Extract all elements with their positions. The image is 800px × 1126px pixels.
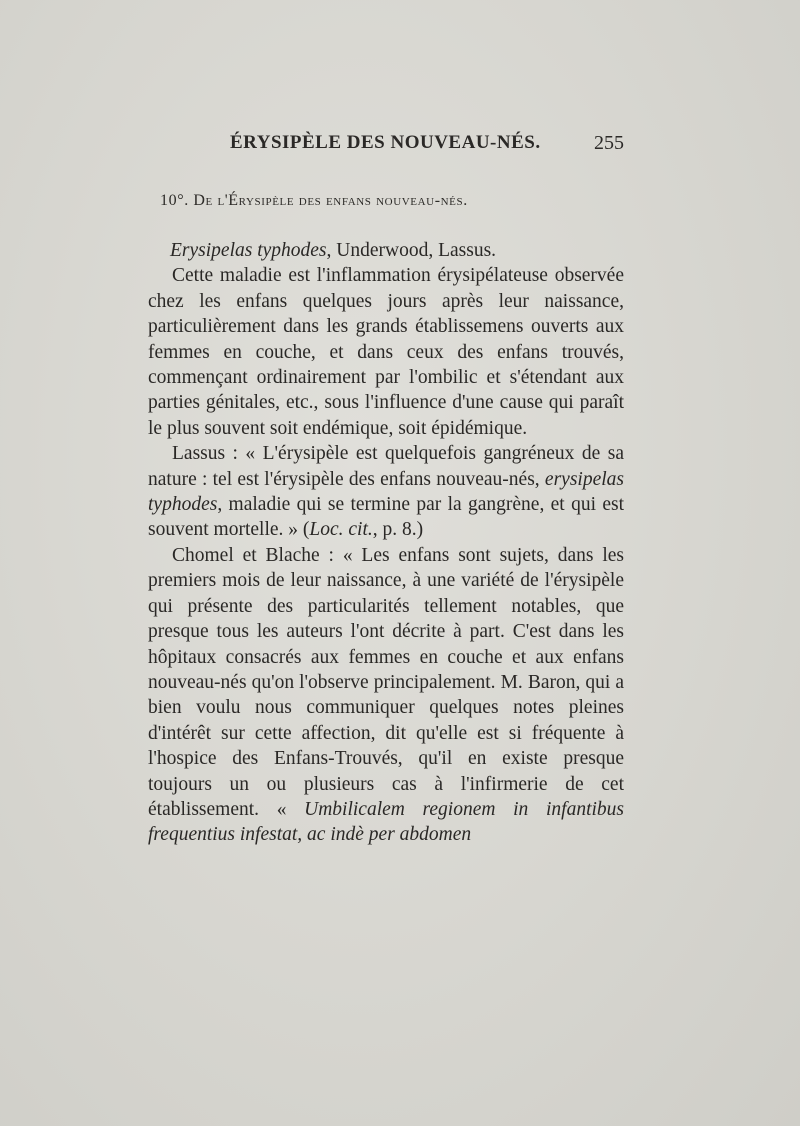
italic-text: Loc. cit. — [309, 519, 373, 541]
text-run: Chomel et Blache : « Les enfans sont sujets, dans les premiers mois de leur naissance, à une variété de l'érysipèle qui présente des particularités tellement notables, que presque tous les auteurs l'ont décrite à part. C'est dans les hôpitaux consacrés aux femmes en couche et aux enfans nouveau-nés qu'on l'observe principalement. M. Baron, qui a bien voulu nous communiquer quelques notes pleines d'intérêt sur cette affection, dit qu'elle est si fréquente à l'hospice des Enfans-Trouvés, qu'il en existe presque toujours un ou plusieurs cas à l'infirmerie de cet établissement. « — [148, 544, 624, 820]
page-header — [148, 128, 624, 158]
body-text — [148, 238, 624, 848]
text-run: , maladie qui se termine par la gangrène, et qui est souvent mortelle. » ( — [148, 494, 624, 541]
section-heading: 10°. De l'Érysipèle des enfans nouveau-nés. — [160, 192, 468, 209]
text-run: Lassus : « L'érysipèle est quelquefois gangréneux de sa nature : tel est l'érysipèle des enfans nouveau-nés, — [148, 443, 624, 490]
paragraph — [148, 263, 624, 441]
italic-text: erysipelas typhodes — [148, 468, 624, 516]
paragraph — [148, 543, 624, 848]
paragraph — [148, 238, 624, 263]
italic-text: Erysipelas typhodes — [170, 240, 327, 261]
running-title: ÉRYSIPÈLE DES NOUVEAU-NÉS. — [230, 132, 541, 153]
text-run: , p. 8.) — [372, 519, 424, 541]
paragraph — [148, 441, 624, 543]
page-number: 255 — [594, 132, 624, 154]
text-run: , Underwood, Lassus. — [326, 240, 497, 261]
italic-text: Umbilicalem regionem in infantibus frequentius infestat, ac indè per abdomen — [148, 798, 624, 846]
text-run: Cette maladie est l'inflammation érysipélateuse observée chez les enfans quelques jours après leur naissance, particulièrement dans les grands établissemens ouverts aux femmes en couche, et dans ceux des enfans trouvés, commençant ordinairement par l'ombilic et s'étendant aux parties génitales, etc., sous l'influence d'une cause qui paraît le plus souvent soit endémique, soit épidémique. — [148, 265, 624, 439]
